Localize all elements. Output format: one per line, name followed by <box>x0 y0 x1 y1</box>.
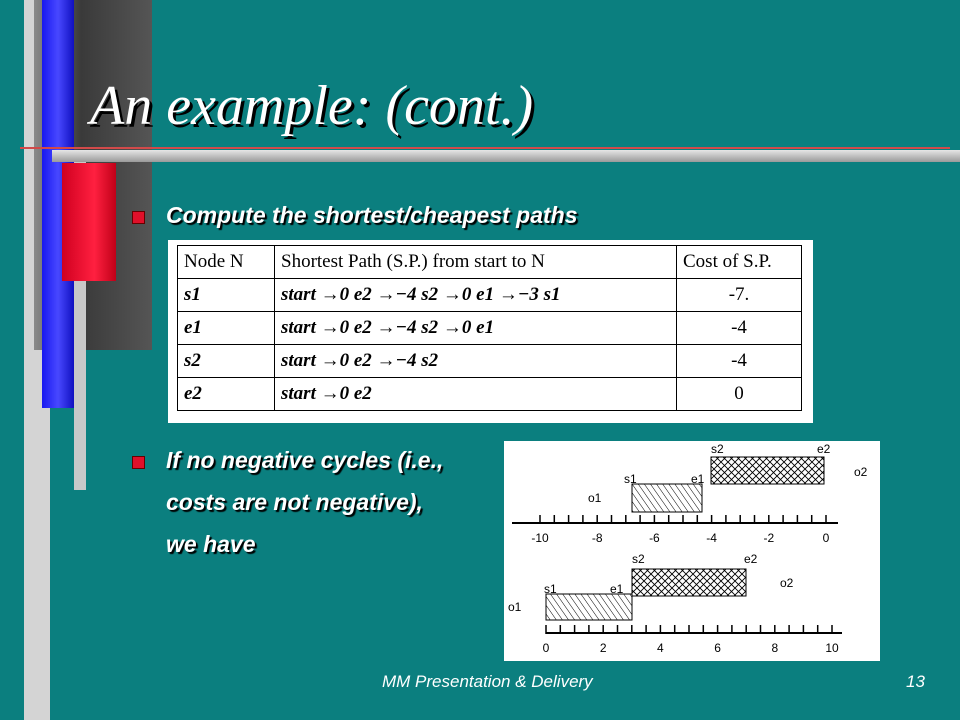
bottom-crosshatched-box <box>632 569 746 596</box>
row-cost: 0 <box>677 378 802 411</box>
row-path: start →0 e2 →−4 s2 <box>275 345 677 378</box>
bullet-text-continued: we have <box>166 531 256 557</box>
decor-bar-red <box>62 163 116 281</box>
bullet-text: If no negative cycles (i.e., <box>166 447 444 473</box>
bottom-label: o1 <box>508 600 522 614</box>
header-cost: Cost of S.P. <box>677 246 802 279</box>
bullet-icon <box>132 456 145 469</box>
row-path: start →0 e2 →−4 s2 →0 e1 →−3 s1 <box>275 279 677 312</box>
bottom-label: e2 <box>744 552 758 566</box>
page-number: 13 <box>906 672 925 691</box>
bottom-label: s1 <box>544 582 557 596</box>
top-label: e1 <box>691 472 705 486</box>
header-path: Shortest Path (S.P.) from start to N <box>275 246 677 279</box>
bottom-axis-ticks <box>543 625 839 655</box>
row-cost: -4 <box>677 312 802 345</box>
top-axis-tick-label: -8 <box>591 531 603 545</box>
top-axis-tick-label: -2 <box>763 531 775 545</box>
top-crosshatched-box <box>711 457 824 484</box>
row-cost: -4 <box>677 345 802 378</box>
table-row <box>178 312 802 345</box>
top-label: o2 <box>854 465 868 479</box>
slide-title: An example: (cont.) <box>90 75 534 137</box>
interval-diagram <box>504 441 880 661</box>
top-axis-tick-label: -6 <box>649 531 660 545</box>
bullet-text: Compute the shortest/cheapest paths <box>166 202 578 228</box>
top-axis-tick-label: -10 <box>531 531 549 545</box>
bottom-label: s2 <box>632 552 645 566</box>
table-row <box>178 378 802 411</box>
row-path: start →0 e2 →−4 s2 →0 e1 <box>275 312 677 345</box>
table-row <box>178 345 802 378</box>
row-path: start →0 e2 <box>275 378 677 411</box>
row-node: s2 <box>178 345 275 378</box>
interval-diagram-svg <box>504 441 880 661</box>
title-rule-red <box>20 147 950 149</box>
bullet-icon <box>132 211 145 224</box>
top-hatched-box <box>632 484 702 512</box>
bottom-axis-tick-label: 10 <box>825 641 839 655</box>
bottom-axis-tick-label: 4 <box>657 641 664 655</box>
top-label: o1 <box>588 491 602 505</box>
top-label: s2 <box>711 442 724 456</box>
top-label: s1 <box>624 472 637 486</box>
bullet-text-continued: costs are not negative), <box>166 489 423 515</box>
bottom-axis-tick-label: 0 <box>542 641 550 655</box>
top-label: e2 <box>817 442 831 456</box>
shortest-path-table <box>177 245 802 411</box>
bottom-label: e1 <box>610 582 624 596</box>
top-axis-tick-label: 0 <box>822 531 830 545</box>
row-node: e2 <box>178 378 275 411</box>
bottom-axis-tick-label: 8 <box>771 641 779 655</box>
row-node: s1 <box>178 279 275 312</box>
top-axis-tick-label: -4 <box>706 531 717 545</box>
bottom-label: o2 <box>780 576 794 590</box>
row-cost: -7. <box>677 279 802 312</box>
top-axis-ticks <box>531 515 829 545</box>
footer-text: MM Presentation & Delivery <box>382 672 593 691</box>
bottom-axis-tick-label: 2 <box>599 641 607 655</box>
table-header-row <box>178 246 802 279</box>
row-node: e1 <box>178 312 275 345</box>
bottom-hatched-box <box>546 594 632 620</box>
shortest-path-table-panel <box>168 240 813 423</box>
header-node: Node N <box>178 246 275 279</box>
table-row <box>178 279 802 312</box>
bottom-axis-tick-label: 6 <box>714 641 721 655</box>
title-rule-grey <box>52 150 960 162</box>
